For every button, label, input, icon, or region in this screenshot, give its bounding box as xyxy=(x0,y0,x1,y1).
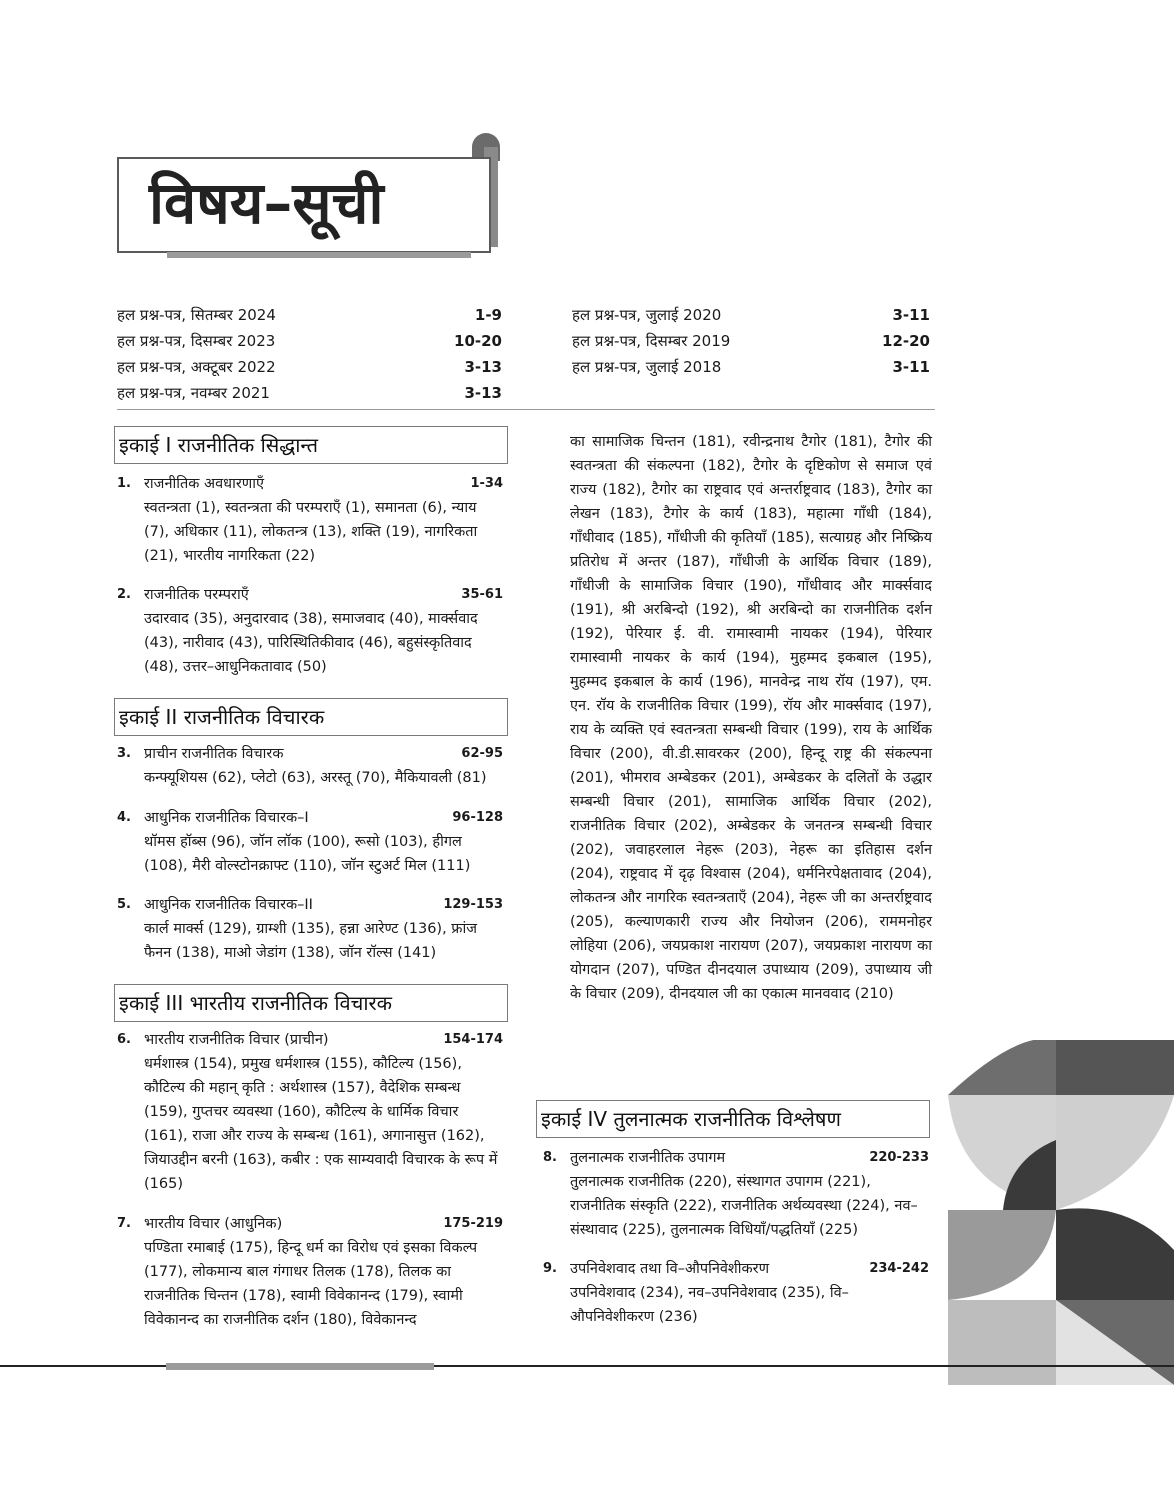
chapter-topics: कन्फ्यूशियस (62), प्लेटो (63), अरस्तू (70), मैकियावली (81) xyxy=(144,770,487,786)
deco-shape xyxy=(1056,1095,1174,1210)
footer-accent-bar xyxy=(166,1363,434,1370)
paper-pages: 3-11 xyxy=(892,358,930,376)
chapter-pages: 129-153 xyxy=(443,897,503,912)
paper-label: हल प्रश्न-पत्र, दिसम्बर 2019 xyxy=(572,332,731,350)
chapter-topics: तुलनात्मक राजनीतिक (220), संस्थागत उपागम (221), राजनीतिक संस्कृति (222), राजनीतिक अर्थव्यवस्था (224), नव–संस्थावाद (225), तुलनात्मक विधियाँ/पद्धतियाँ (225) xyxy=(570,1174,918,1238)
chapter-topics: पण्डिता रमाबाई (175), हिन्दू धर्म का विरोध एवं इसका विकल्प (177), लोकमान्य बाल गंगाधर तिलक (178), तिलक का राजनीतिक चिन्तन (178), स्वामी विवेकानन्द (179), स्वामी विवेकानन्द का राजनीतिक दर्शन (180), विवेकानन्द xyxy=(144,1240,478,1328)
unit-heading: इकाई II राजनीतिक विचारक xyxy=(114,698,508,736)
paper-pages: 3-13 xyxy=(464,384,502,402)
deco-shape xyxy=(1056,1040,1174,1095)
deco-shape xyxy=(948,1040,1056,1095)
chapter-number: 1. xyxy=(117,476,131,491)
chapter-entry[interactable] xyxy=(117,472,503,568)
paper-row[interactable] xyxy=(572,328,930,354)
chapter-entry[interactable] xyxy=(543,1257,929,1329)
chapter-topics: उदारवाद (35), अनुदारवाद (38), समाजवाद (40), मार्क्सवाद (43), नारीवाद (43), पारिस्थितिकीवाद (46), बहुसंस्कृतिवाद (48), उत्तर–आधुनिकतावाद (50) xyxy=(144,611,478,675)
chapter-pages: 96-128 xyxy=(452,810,503,825)
paper-row[interactable] xyxy=(117,380,502,406)
paper-label: हल प्रश्न-पत्र, अक्टूबर 2022 xyxy=(117,358,276,376)
chapter-pages: 1-34 xyxy=(470,476,503,491)
unit-heading: इकाई III भारतीय राजनीतिक विचारक xyxy=(114,984,508,1022)
paper-pages: 3-11 xyxy=(892,306,930,324)
chapter-topics: धर्मशास्त्र (154), प्रमुख धर्मशास्त्र (155), कौटिल्य (156), कौटिल्य की महान् कृति : अर्थशास्त्र (157), वैदेशिक सम्बन्ध (159), गुप्तचर व्यवस्था (160), कौटिल्य के धार्मिक विचार (161), राजा और राज्य के सम्बन्ध (161), अगानासुत्त (162), जियाउद्दीन बरनी (163), कबीर : एक साम्यवादी विचारक के रूप में (165) xyxy=(144,1056,498,1192)
chapter-pages: 220-233 xyxy=(869,1150,929,1165)
chapter-number: 9. xyxy=(543,1261,557,1276)
chapter-title: भारतीय राजनीतिक विचार (प्राचीन) xyxy=(144,1032,329,1048)
chapter-entry[interactable] xyxy=(117,583,503,679)
chapter-topics: थॉमस हॉब्स (96), जॉन लॉक (100), रूसो (103), हीगल (108), मैरी वोल्स्टोनक्राफ्ट (110), जॉन स्टुअर्ट मिल (111) xyxy=(144,834,471,874)
paper-label: हल प्रश्न-पत्र, सितम्बर 2024 xyxy=(117,306,276,324)
chapter-pages: 35-61 xyxy=(461,587,503,602)
deco-shape xyxy=(948,1210,1056,1300)
solved-papers-right xyxy=(572,302,930,380)
paper-pages: 3-13 xyxy=(464,358,502,376)
chapter-number: 3. xyxy=(117,746,131,761)
chapter-entry[interactable] xyxy=(117,806,503,878)
paper-row[interactable] xyxy=(117,328,502,354)
chapter-title: तुलनात्मक राजनीतिक उपागम xyxy=(570,1150,726,1166)
chapter-number: 5. xyxy=(117,897,131,912)
chapter-number: 2. xyxy=(117,587,131,602)
chapter-7-continuation: का सामाजिक चिन्तन (181), रवीन्द्रनाथ टैगोर (181), टैगोर की स्वतन्त्रता की संकल्पना (182), टैगोर के दृष्टिकोण से समाज एवं राज्य (182), टैगोर का राष्ट्रवाद एवं अन्तर्राष्ट्रवाद (183), टैगोर का लेखन (183), टैगोर के कार्य (183), महात्मा गाँधी (184), गाँधीवाद (185), गाँधीजी की कृतियाँ (185), सत्याग्रह और निष्क्रिय प्रतिरोध में अन्तर (187), गाँधीजी के आर्थिक विचार (189), गाँधीजी के सामाजिक विचार (190), गाँधीवाद और मार्क्सवाद (191), श्री अरबिन्दो (192), श्री अरबिन्दो का राजनीतिक दर्शन (192), पेरियार ई. वी. रामास्वामी नायकर (194), पेरियार रामास्वामी नायकर के कार्य (194), मुहम्मद इकबाल (195), मुहम्मद इकबाल के कार्य (196), मानवेन्द्र नाथ रॉय (197), एम. एन. रॉय के राजनीतिक विचार (199), रॉय और मार्क्सवाद (197), राय के व्यक्ति एवं स्वतन्त्रता सम्बन्धी विचार (199), राय के आर्थिक विचार (200), वी.डी.सावरकर (200), हिन्दू राष्ट्र की संकल्पना (201), भीमराव अम्बेडकर (201), अम्बेडकर के दलितों के उद्धार सम्बन्धी विचार (201), सामाजिक आर्थिक विचार (202), राजनीतिक विचार (202), अम्बेडकर के जनतन्त्र सम्बन्धी विचार (202), जवाहरलाल नेहरू (203), नेहरू का इतिहास दर्शन (204), राष्ट्रवाद में दृढ़ विश्वास (204), धर्मनिरपेक्षतावाद (204), लोकतन्त्र और नागरिक स्वतन्त्रताएँ (204), नेहरू जी का अन्तर्राष्ट्रवाद (205), कल्याणकारी राज्य और नियोजन (206), राममनोहर लोहिया (206), जयप्रकाश नारायण (207), जयप्रकाश नारायण का योगदान (207), पण्डित दीनदयाल उपाध्याय (209), उपाध्याय जी के विचार (209), दीनदयाल जी का एकात्म मानववाद (210) xyxy=(570,434,932,1002)
chapter-entry[interactable] xyxy=(543,1146,929,1242)
page-title: विषय–सूची xyxy=(149,169,384,237)
chapter-title: आधुनिक राजनीतिक विचारक–I xyxy=(144,810,309,826)
chapter-entry[interactable] xyxy=(117,893,503,965)
paper-pages: 1-9 xyxy=(474,306,502,324)
title-banner xyxy=(117,157,491,253)
chapter-topics: कार्ल मार्क्स (129), ग्राम्शी (135), हन्ना आरेण्ट (136), फ्रांज फैनन (138), माओ जेडांग (138), जॉन रॉल्स (141) xyxy=(144,921,477,961)
chapter-topics: स्वतन्त्रता (1), स्वतन्त्रता की परम्पराएँ (1), समानता (6), न्याय (7), अधिकार (11), लोकतन्त्र (13), शक्ति (19), नागरिकता (21), भारतीय नागरिकता (22) xyxy=(144,500,478,564)
chapter-pages: 234-242 xyxy=(869,1261,929,1276)
chapter-title: राजनीतिक परम्पराएँ xyxy=(144,587,249,603)
paper-row[interactable] xyxy=(117,302,502,328)
chapter-entry[interactable] xyxy=(117,742,503,790)
unit-heading: इकाई I राजनीतिक सिद्धान्त xyxy=(114,426,508,464)
chapter-title: राजनीतिक अवधारणाएँ xyxy=(144,476,265,492)
paper-label: हल प्रश्न-पत्र, नवम्बर 2021 xyxy=(117,384,270,402)
chapter-number: 6. xyxy=(117,1032,131,1047)
chapter-title: भारतीय विचार (आधुनिक) xyxy=(144,1216,283,1232)
solved-papers-left xyxy=(117,302,502,406)
chapter-entry[interactable] xyxy=(117,1028,503,1196)
divider xyxy=(117,409,935,410)
paper-row[interactable] xyxy=(117,354,502,380)
decorative-leaf-shapes xyxy=(948,1040,1174,1385)
chapter-title: उपनिवेशवाद तथा वि–औपनिवेशीकरण xyxy=(570,1261,770,1277)
chapter-title: प्राचीन राजनीतिक विचारक xyxy=(144,746,284,762)
paper-row[interactable] xyxy=(572,302,930,328)
chapter-topics: उपनिवेशवाद (234), नव–उपनिवेशवाद (235), वि–औपनिवेशीकरण (236) xyxy=(570,1285,849,1325)
unit-heading: इकाई IV तुलनात्मक राजनीतिक विश्लेषण xyxy=(536,1100,930,1138)
paper-label: हल प्रश्न-पत्र, जुलाई 2018 xyxy=(572,358,722,376)
deco-shape xyxy=(1056,1208,1174,1300)
chapter-number: 4. xyxy=(117,810,131,825)
chapter-pages: 175-219 xyxy=(443,1216,503,1231)
chapter-pages: 62-95 xyxy=(461,746,503,761)
title-shadow-bar xyxy=(167,252,471,258)
paper-pages: 12-20 xyxy=(882,332,930,350)
paper-row[interactable] xyxy=(572,354,930,380)
paper-label: हल प्रश्न-पत्र, दिसम्बर 2023 xyxy=(117,332,276,350)
chapter-number: 8. xyxy=(543,1150,557,1165)
paper-pages: 10-20 xyxy=(454,332,502,350)
chapter-title: आधुनिक राजनीतिक विचारक–II xyxy=(144,897,313,913)
chapter-entry[interactable] xyxy=(117,1212,503,1332)
chapter-number: 7. xyxy=(117,1216,131,1231)
deco-shape xyxy=(948,1300,1056,1385)
paper-label: हल प्रश्न-पत्र, जुलाई 2020 xyxy=(572,306,722,324)
chapter-pages: 154-174 xyxy=(443,1032,503,1047)
